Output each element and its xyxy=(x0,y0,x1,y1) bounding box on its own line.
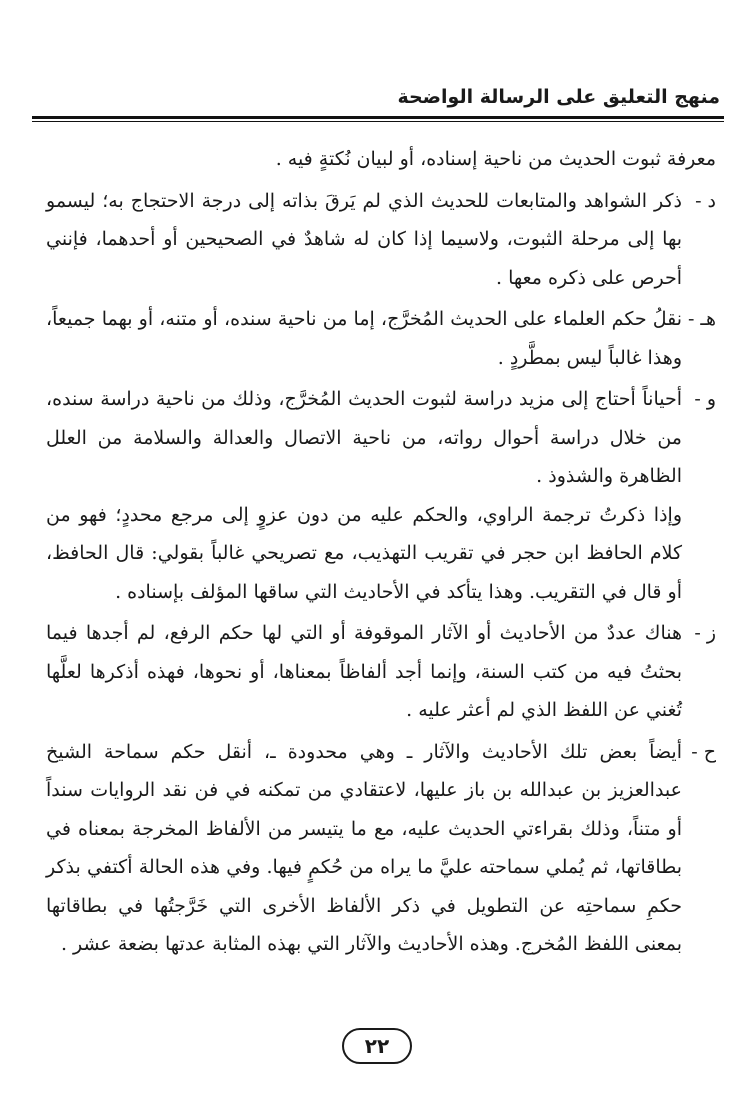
header-rule-thick xyxy=(32,116,724,119)
item-text: نقلُ حكم العلماء على الحديث المُخرَّج، إما من ناحية سنده، أو متنه، أو بهما جميعاً، وهذا غالباً ليس بمطَّردٍ . xyxy=(46,308,682,369)
intro-paragraph: معرفة ثبوت الحديث من ناحية إسناده، أو لبيان نُكتةٍ فيه . xyxy=(275,148,716,170)
item-marker: و - xyxy=(694,388,716,410)
list-item-dal xyxy=(46,182,716,298)
header-rule-thin xyxy=(32,121,724,122)
running-header xyxy=(32,84,724,122)
item-text: هناك عددٌ من الأحاديث أو الآثار الموقوفة أو التي لها حكم الرفع، لم أجدها فيما بحثتُ فيه من كتب السنة، وإنما أجد ألفاظاً بمعناها، أو نحوها، فهذه أذكرها لعلَّها تُغني عن اللفظ الذي لم أعثر عليه . xyxy=(46,622,682,721)
item-marker: ز - xyxy=(694,622,716,644)
list-item-zay xyxy=(46,614,716,730)
list-item-ha xyxy=(46,300,716,377)
item-text: أحياناً أحتاج إلى مزيد دراسة لثبوت الحديث المُخرَّج، وذلك من ناحية دراسة سنده، من خلال دراسة أحوال رواته، من ناحية الاتصال والعدالة والسلامة من العلل الظاهرة والشذوذ . xyxy=(46,388,682,487)
item-text: ذكر الشواهد والمتابعات للحديث الذي لم يَرقَ بذاته إلى درجة الاحتجاج به؛ ليسمو بها إلى مرحلة الثبوت، ولاسيما إذا كان له شاهدٌ في الصحيحين أو أحدهما، فإنني أحرص على ذكره معها . xyxy=(46,189,682,289)
header-title: منهج التعليق على الرسالة الواضحة xyxy=(397,86,720,108)
item-marker: هـ - xyxy=(687,308,716,330)
list-item-ha2 xyxy=(46,733,716,964)
list-item-waw xyxy=(46,380,716,611)
item-text: أيضاً بعض تلك الأحاديث والآثار ـ وهي محدودة ـ، أنقل حكم سماحة الشيخ عبدالعزيز بن عبدالله بن باز عليها، لاعتقادي من تمكنه في فن نقد الروايات سنداً أو متناً، وذلك بقراءتي الحديث عليه، مع ما يتيسر من الألفاظ المخرجة بمعناه في بطاقاتها، ثم يُملي سماحته عليَّ ما يراه من حُكمٍ فيها. وفي هذه الحالة أكتفي بذكر حكمِ سماحتِه عن التطويل في ذكر الألفاظ الأخرى التي خَرَّجتُها في بطاقاتها بمعنى اللفظ المُخرج. وهذه الأحاديث والآثار التي بهذه المثابة عدتها بضعة عشر . xyxy=(46,740,682,955)
item-marker: ح - xyxy=(691,740,716,763)
item-marker: د - xyxy=(695,189,716,212)
body-text xyxy=(46,140,716,964)
item-continuation: وإذا ذكرتُ ترجمة الراوي، والحكم عليه من دون عزوٍ إلى مرجع محددٍ؛ فهو من كلام الحافظ ابن حجر في تقريب التهذيب، مع تصريحي غالباً بقولي: قال الحافظ، أو قال في التقريب. وهذا يتأكد في الأحاديث التي ساقها المؤلف بإسناده . xyxy=(46,503,682,603)
page-number: ٢٢ xyxy=(342,1028,412,1064)
